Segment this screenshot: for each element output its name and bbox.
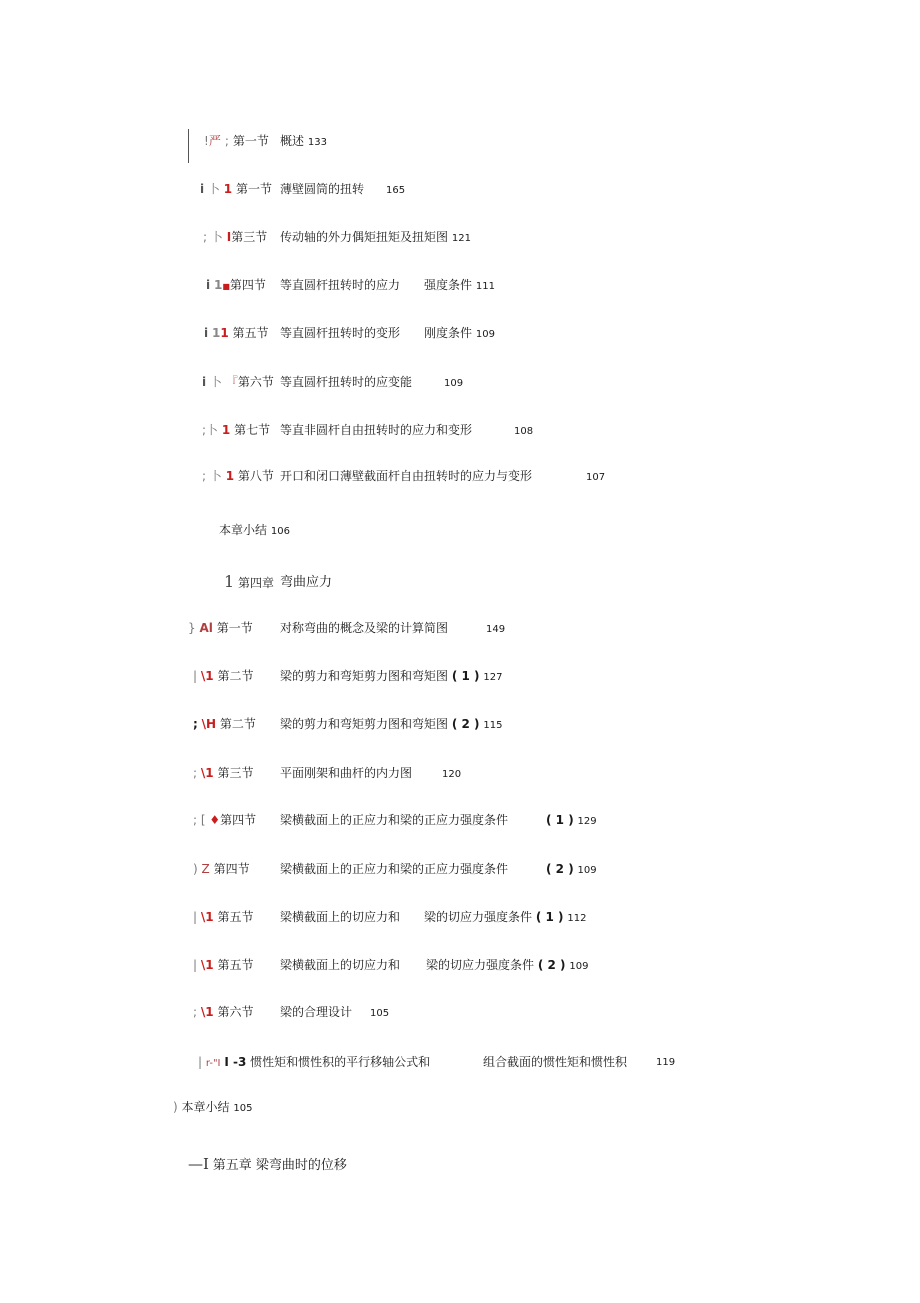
scan-mark: ; — [193, 1005, 198, 1019]
toc-row-title[interactable] — [280, 668, 502, 686]
section-title: 梁的合理设计 — [280, 1005, 353, 1019]
scan-mark: 『 — [225, 375, 238, 389]
section-title: 梁横截面上的切应力和 — [280, 958, 401, 972]
scan-mark: ; — [202, 469, 207, 483]
part-label: ( 2 ) — [537, 958, 566, 972]
scan-mark: | — [193, 958, 198, 972]
section-title: 梁横截面上的正应力和梁的正应力强度条件 — [280, 862, 509, 876]
section-title: 传动轴的外力偶矩扭矩及扭矩图 — [280, 230, 449, 244]
toc-row-title[interactable] — [280, 277, 400, 293]
chapter-title[interactable]: 弯曲应力 — [280, 575, 333, 590]
section-number: 第四节 — [229, 278, 266, 292]
section-number: 第五节 — [232, 326, 269, 340]
section-number: 第七节 — [234, 423, 271, 437]
scan-mark: ■ — [222, 282, 230, 291]
toc-row-title-cont[interactable] — [426, 957, 588, 975]
section-title: 梁的切应力强度条件 — [426, 958, 535, 972]
scan-mark: | — [193, 910, 198, 924]
scan-mark: ) — [173, 1100, 178, 1114]
section-number: 第一节 — [216, 621, 253, 635]
page-number: 127 — [483, 672, 503, 683]
section-title: 薄壁圆筒的扭转 — [280, 182, 365, 196]
toc-row[interactable] — [193, 957, 253, 973]
scan-mark: ; — [224, 134, 229, 148]
section-title: 开口和闭口薄壁截面杆自由扭转时的应力与变形 — [280, 469, 533, 483]
section-number: 第八节 — [237, 469, 274, 483]
toc-row[interactable] — [202, 468, 274, 484]
section-title: 梁横截面上的切应力和 — [280, 910, 401, 924]
toc-row[interactable] — [202, 422, 270, 438]
scan-mark: \1 — [200, 910, 214, 924]
scan-mark: 1 — [213, 278, 223, 292]
scan-mark: I -3 — [224, 1055, 247, 1069]
margin-rule — [188, 129, 189, 163]
page-number: 120 — [442, 769, 462, 780]
scan-mark: | — [193, 669, 198, 683]
scan-mark: ! — [204, 134, 209, 148]
part-label: ( 1 ) — [546, 813, 574, 827]
toc-row-title[interactable] — [280, 765, 461, 783]
toc-row[interactable] — [188, 620, 253, 636]
scan-mark: I — [226, 230, 232, 244]
toc-row-title[interactable] — [280, 468, 605, 486]
section-title: 强度条件 — [424, 278, 473, 292]
page-number: 106 — [270, 526, 290, 537]
toc-row[interactable] — [206, 277, 266, 295]
toc-row[interactable] — [193, 765, 253, 781]
chapter-summary[interactable] — [219, 522, 290, 540]
toc-row-title-cont[interactable] — [424, 909, 586, 927]
toc-row-title[interactable] — [280, 1004, 389, 1022]
page-number: 107 — [586, 472, 606, 483]
section-number: 第二节 — [219, 717, 256, 731]
toc-row-title[interactable] — [280, 957, 400, 973]
part-label: ( 2 ) — [546, 862, 574, 876]
toc-row-title[interactable] — [280, 374, 463, 392]
scan-mark: } — [188, 621, 196, 635]
part-label: ( 1 ) — [451, 669, 480, 683]
toc-row[interactable] — [198, 1054, 430, 1072]
section-title: 对称弯曲的概念及梁的计算简图 — [280, 621, 449, 635]
toc-row-part[interactable] — [546, 812, 597, 830]
scan-mark: ; — [203, 230, 208, 244]
page-number: 149 — [486, 624, 506, 635]
section-title: 梁的剪力和弯矩剪力图和弯矩图 — [280, 717, 449, 731]
scan-mark: ♦ — [209, 813, 221, 827]
section-title: 平面刚架和曲杆的内力图 — [280, 766, 413, 780]
scan-mark: —I — [188, 1155, 209, 1173]
scan-mark: \1 — [200, 766, 214, 780]
scan-mark: \1 — [200, 1005, 214, 1019]
scan-mark: 卜 — [206, 423, 219, 437]
scan-mark: 1 — [220, 326, 229, 340]
toc-row[interactable] — [193, 909, 253, 925]
section-number: 第一节 — [232, 134, 269, 148]
toc-row-title[interactable] — [280, 133, 327, 151]
scan-mark: ; — [193, 813, 198, 827]
scan-mark: i — [204, 326, 209, 340]
scan-mark: i — [202, 375, 207, 389]
section-title: 梁的切应力强度条件 — [424, 910, 533, 924]
page-number: 129 — [577, 816, 597, 827]
chapter-heading[interactable] — [188, 1156, 347, 1174]
toc-row[interactable] — [193, 812, 256, 828]
section-title: 等直圆杆扭转时的应变能 — [280, 375, 413, 389]
toc-row[interactable] — [193, 1004, 253, 1020]
scan-mark: Al — [199, 621, 213, 635]
toc-row-title[interactable] — [280, 229, 471, 247]
page-number: 108 — [514, 426, 534, 437]
section-number: 第四节 — [213, 862, 250, 876]
scan-mark: 卜 — [207, 182, 220, 196]
page-number: 165 — [386, 185, 406, 196]
section-number: 第五节 — [217, 958, 254, 972]
toc-row[interactable] — [203, 229, 267, 245]
toc-row[interactable] — [204, 325, 269, 341]
scan-mark: 1 — [211, 326, 221, 340]
section-title: 梁横截面上的正应力和梁的正应力强度条件 — [280, 813, 509, 827]
toc-row-title[interactable] — [280, 422, 533, 440]
section-title: 等直圆杆扭转时的变形 — [280, 326, 401, 340]
section-title: 概述 — [280, 134, 305, 148]
section-number: 第四节 — [220, 813, 257, 827]
toc-row-title-cont[interactable] — [483, 1054, 627, 1070]
page-number: 105 — [370, 1008, 390, 1019]
section-title: 梁的剪力和弯矩剪力图和弯矩图 — [280, 669, 449, 683]
scan-mark: \1 — [200, 958, 214, 972]
toc-row-title[interactable] — [280, 909, 400, 925]
scan-mark: 卜 — [209, 375, 222, 389]
scan-mark: 严 — [208, 134, 221, 148]
toc-row-title[interactable] — [280, 861, 508, 877]
page-number: 115 — [483, 720, 503, 731]
scan-mark: 1 — [223, 182, 233, 196]
page-number: 112 — [567, 913, 587, 924]
summary-label: 本章小结 — [181, 1100, 230, 1114]
toc-row-title-cont[interactable] — [424, 325, 495, 343]
toc-row-title[interactable] — [280, 325, 400, 341]
toc-row[interactable] — [193, 716, 256, 732]
section-number: 第二节 — [217, 669, 254, 683]
page-number: 109 — [444, 378, 464, 389]
scan-mark: \H — [201, 717, 217, 731]
summary-label: 本章小结 — [219, 523, 268, 537]
scan-mark: ; — [193, 766, 198, 780]
chapter-title: 第五章 梁弯曲时的位移 — [212, 1158, 347, 1173]
section-number: 第六节 — [217, 1005, 254, 1019]
toc-row-title[interactable] — [280, 812, 508, 828]
page-number: 111 — [475, 281, 495, 292]
toc-row-part[interactable] — [546, 861, 597, 879]
toc-row[interactable] — [204, 133, 269, 149]
section-title: 刚度条件 — [424, 326, 473, 340]
toc-row-title[interactable] — [280, 716, 502, 734]
page-number: 133 — [307, 137, 327, 148]
chapter-label: 第四章 — [238, 576, 275, 590]
chapter-number: 1 — [224, 572, 235, 591]
scan-mark: i — [200, 182, 205, 196]
toc-row[interactable] — [193, 861, 250, 877]
page-number: 105 — [233, 1103, 253, 1114]
scan-mark: 1 — [225, 469, 235, 483]
toc-row-title[interactable] — [280, 181, 405, 199]
scan-mark: ; — [193, 717, 198, 731]
section-title: 组合截面的惯性矩和惯性积 — [483, 1055, 628, 1069]
section-title: 惯性矩和惯性积的平行移轴公式和 — [250, 1055, 431, 1069]
page-number: 119 — [656, 1057, 676, 1068]
section-title: 等直圆杆扭转时的应力 — [280, 278, 401, 292]
toc-row[interactable] — [200, 181, 272, 197]
scan-mark: r-"I — [205, 1058, 221, 1069]
page-number: 109 — [475, 329, 495, 340]
section-number: 第三节 — [217, 766, 254, 780]
scan-mark: 1 — [221, 423, 231, 437]
toc-row[interactable] — [193, 668, 253, 684]
scan-mark: i — [206, 278, 211, 292]
toc-row-title[interactable] — [280, 620, 505, 638]
scan-mark: 卜 — [209, 469, 222, 483]
section-number: 第一节 — [235, 182, 272, 196]
section-title: 等直非圆杆自由扭转时的应力和变形 — [280, 423, 473, 437]
chapter-summary[interactable] — [173, 1099, 252, 1117]
part-label: ( 2 ) — [451, 717, 480, 731]
scan-mark: [ — [200, 813, 206, 827]
page-number: 109 — [569, 961, 589, 972]
chapter-heading[interactable] — [224, 574, 274, 591]
scan-mark: ) — [193, 862, 198, 876]
scan-mark: 卜 — [210, 230, 223, 244]
section-number: 第三节 — [231, 230, 268, 244]
section-number: 第六节 — [237, 375, 274, 389]
part-label: ( 1 ) — [535, 910, 564, 924]
toc-row[interactable] — [202, 374, 274, 390]
toc-row-title-cont[interactable] — [424, 277, 495, 295]
scan-mark: Z — [201, 862, 210, 876]
scan-mark: \1 — [200, 669, 214, 683]
page-number: 121 — [451, 233, 471, 244]
page-number: 109 — [577, 865, 597, 876]
section-number: 第五节 — [217, 910, 254, 924]
scan-mark: ; — [202, 423, 207, 437]
scan-mark: | — [198, 1055, 203, 1069]
